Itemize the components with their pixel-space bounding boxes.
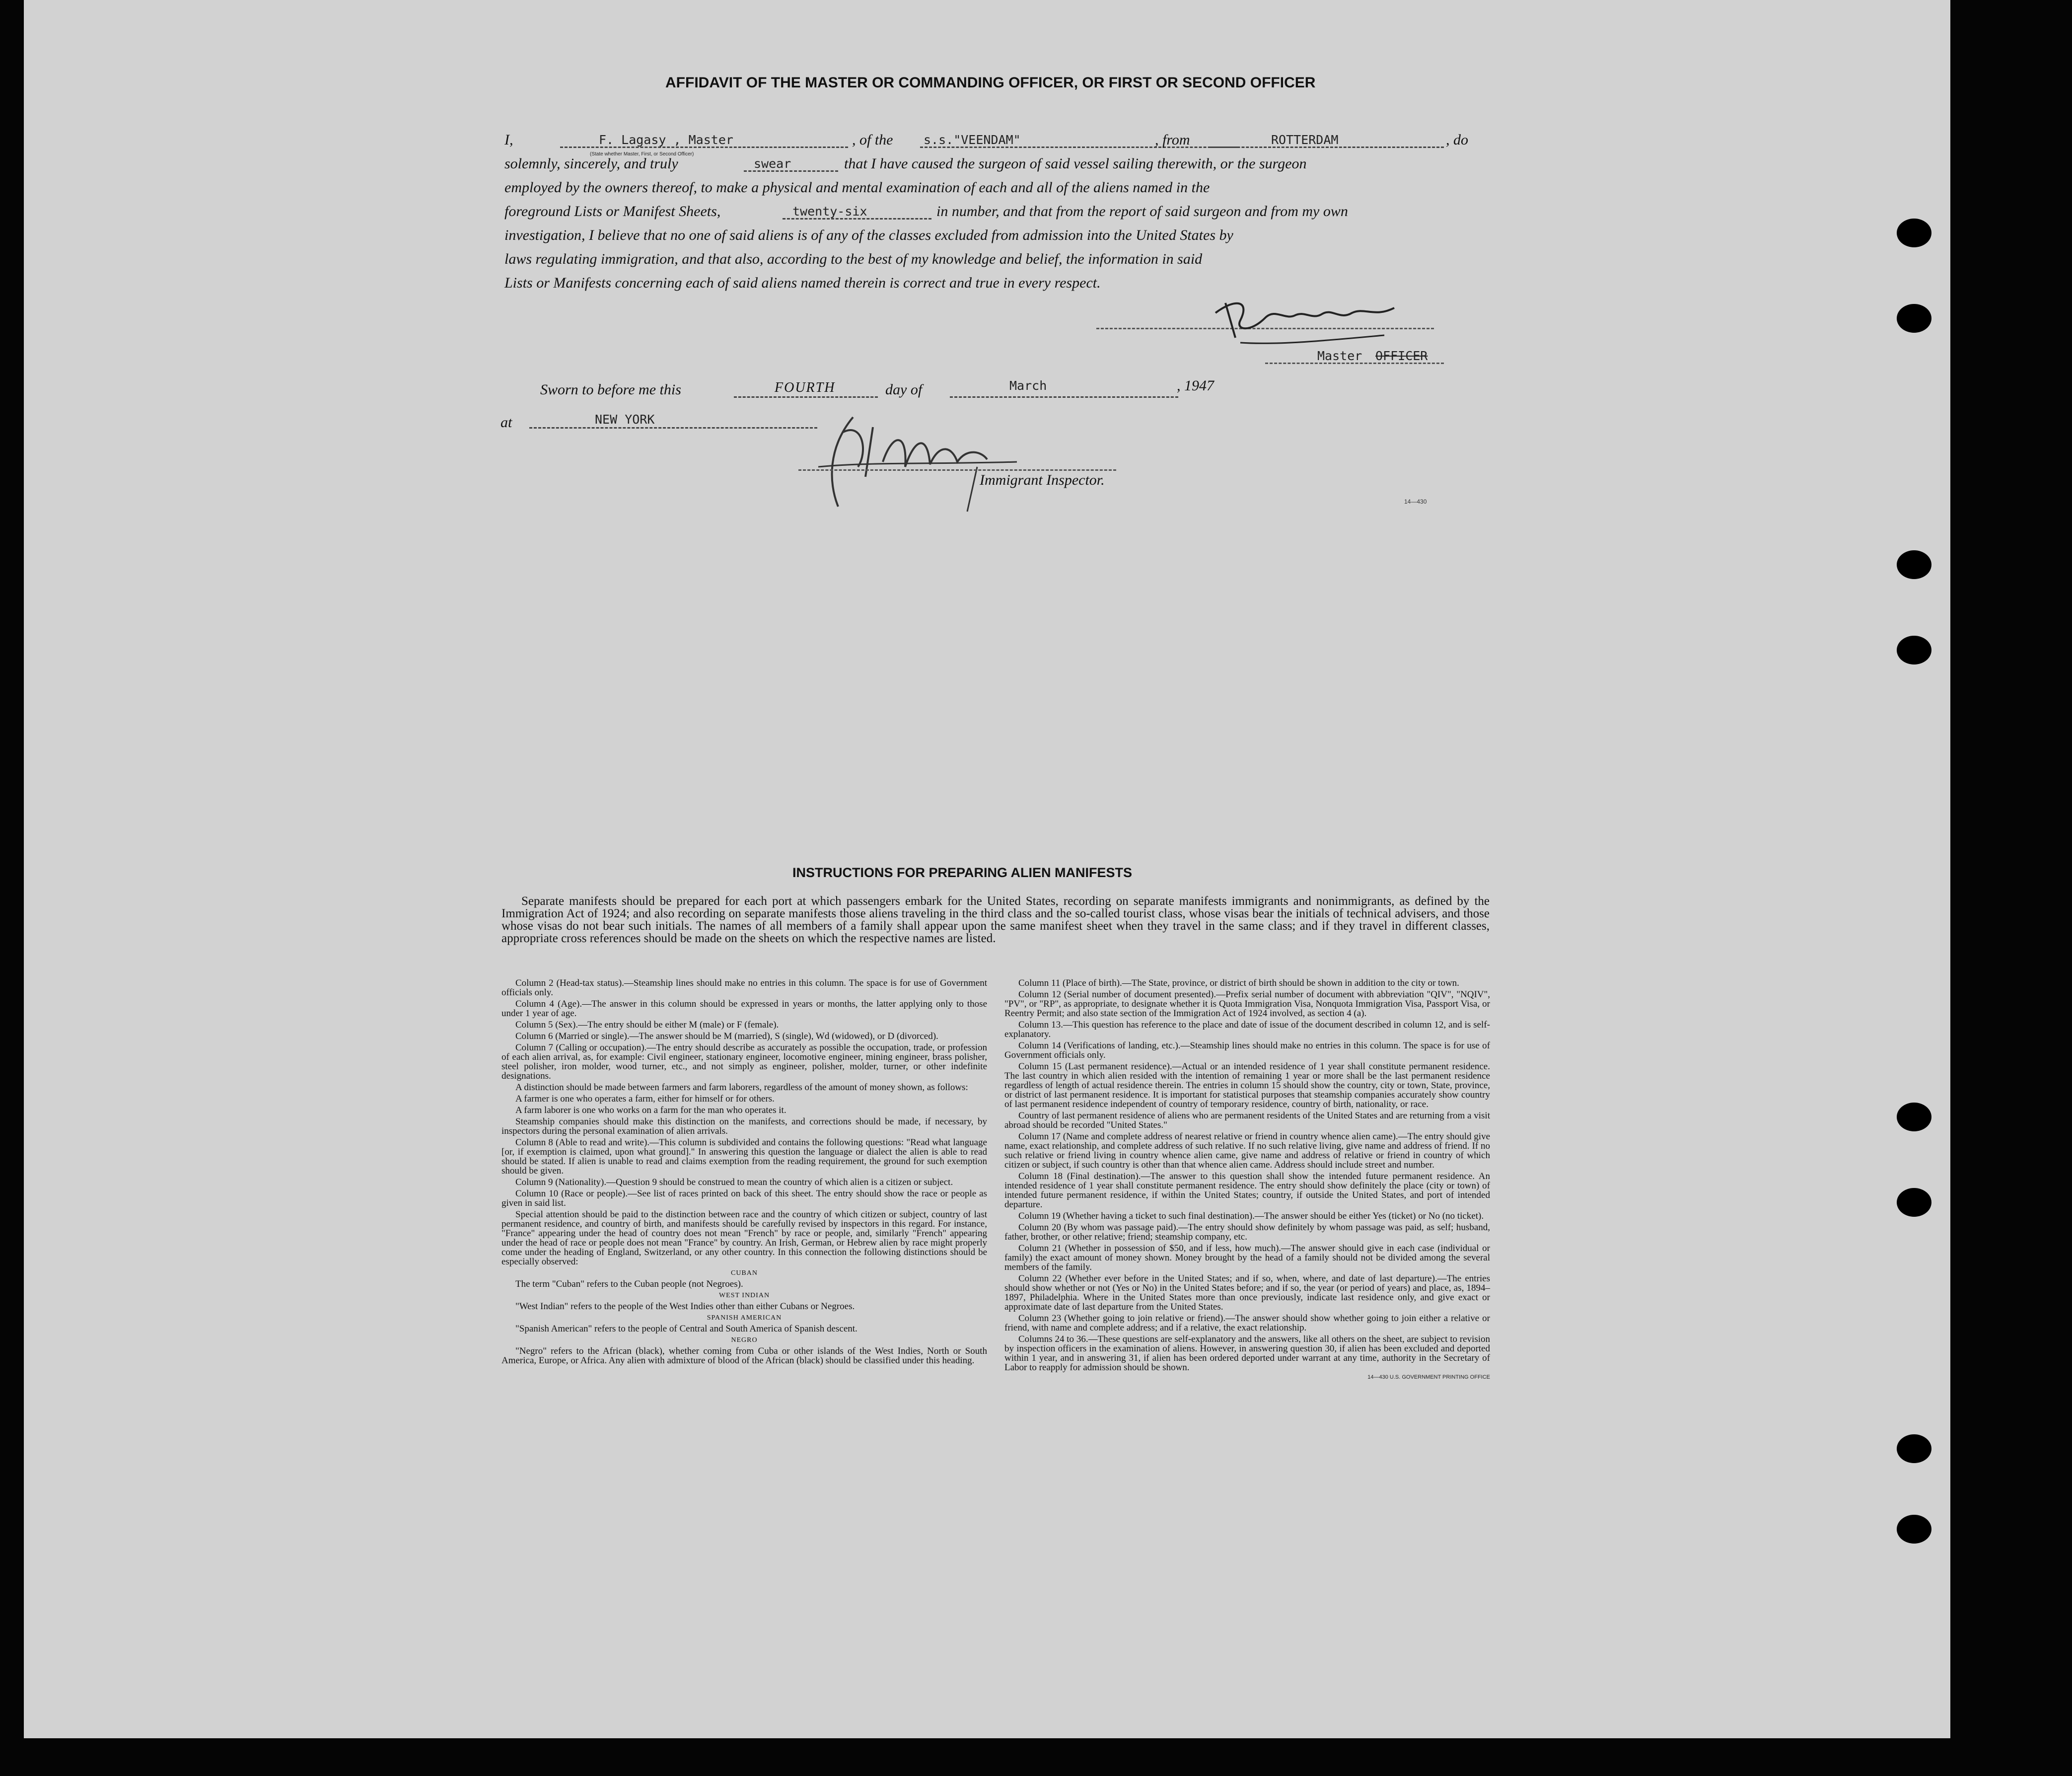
role-hint: (State whether Master, First, or Second Officer) — [590, 151, 694, 157]
instr-spanish-american: "Spanish American" refers to the people of Central and South America of Spanish descent. — [515, 1324, 857, 1334]
instr-col-24-36: Columns 24 to 36.—These questions are self-explanatory and the answers, like all others on the sheet, are subject to revision by inspection officers in the examination of aliens. However, in answering question 30, if alien has been excluded and deported within 1 year, and in answering 31, if alien has been ordered deported under warrant at any time, authority in the Secretary of Labor to reapply for admission should be shown. — [1004, 1334, 1490, 1373]
affidavit-title: AFFIDAVIT OF THE MASTER OR COMMANDING OFFICER, OR FIRST OR SECOND OFFICER — [665, 74, 1316, 91]
binder-hole — [1897, 1515, 1931, 1544]
affidavit-from: , from — [1155, 132, 1190, 148]
instr-col-19: Column 19 (Whether having a ticket to such final destination).—The answer should be either Yes (ticket) or No (no ticket). — [1018, 1211, 1484, 1221]
departure-port: ROTTERDAM — [1271, 133, 1339, 147]
instr-special: Special attention should be paid to the distinction between race and the country of which citizen or subject, country of last permanent residence, and country of birth, and manifests should be carefully revised by inspectors in this regard. For instance, "France" appearing under the head of country does not mean "French" by race or people, and, similarly "French" appearing under the head of race or people does not mean "France" by country. An Irish, German, or Hebrew alien by race might properly come under the heading of England, Switzerland, or any other country. In this connection the following distinctions should be especially observed: — [501, 1209, 987, 1267]
affidavit-of-the: , of the — [852, 132, 893, 148]
binder-hole — [1897, 304, 1931, 333]
affidavit-line-3: employed by the owners thereof, to make a physical and mental examination of each and all of the aliens named in the — [504, 179, 1210, 196]
instr-col-13: Column 13.—This question has reference to the place and date of issue of the document described in column 12, and is self-explanatory. — [1004, 1020, 1490, 1039]
instr-farmer: A farmer is one who operates a farm, either for himself or for others. — [515, 1094, 775, 1104]
affidavit-i: I, — [504, 132, 513, 148]
affidavit-line-4a: foreground Lists or Manifest Sheets, — [504, 203, 721, 220]
instr-cuban: The term "Cuban" refers to the Cuban people (not Negroes). — [515, 1279, 743, 1289]
binder-hole — [1897, 550, 1931, 579]
instructions-right-column — [1004, 978, 1490, 1380]
instr-col-18: Column 18 (Final destination).—The answer to this question shall show the intended future permanent residence. An intended residence of 1 year shall constitute permanent residence. The entry should show definitely the place (city or town) of intended future permanent residence, if within the United States; country, if outside the United States, and port of intended departure. — [1004, 1171, 1490, 1210]
instr-col-5: Column 5 (Sex).—The entry should be either M (male) or F (female). — [515, 1020, 779, 1030]
instr-col-10: Column 10 (Race or people).—See list of races printed on back of this sheet. The entry should show the race or people as given in said list. — [501, 1188, 987, 1208]
binder-hole — [1897, 1434, 1931, 1463]
instr-col-22: Column 22 (Whether ever before in the United States; and if so, when, where, and date of last departure).—The entries should show whether or not (Yes or No) in the United States before; and if so, the year (or period of years) and place, as, 1894–1897, Philadelphia. Where in the United States more than once previously, indicate last residence only, and give exact or approximate date of last departure from the United States. — [1004, 1273, 1490, 1312]
instr-col-9: Column 9 (Nationality).—Question 9 should be construed to mean the country of which alien is a citizen or subject. — [515, 1177, 953, 1187]
binder-hole — [1897, 1188, 1931, 1217]
signature-title-struck: OFFICER — [1375, 349, 1428, 363]
master-signature — [1206, 293, 1414, 353]
inspector-signature — [808, 407, 1047, 517]
binder-hole — [1897, 1103, 1931, 1131]
instr-negro: "Negro" refers to the African (black), whether coming from Cuba or other islands of the West Indies, North or South America, Europe, or Africa. Any alien with admixture of blood of the African (black) should be classified under this heading. — [501, 1346, 987, 1366]
instr-col-6: Column 6 (Married or single).—The answer should be M (married), S (single), Wd (widowed), or D (divorced). — [515, 1031, 938, 1041]
instr-steamship: Steamship companies should make this distinction on the manifests, and corrections should be made, if necessary, by inspectors during the personal examination of alien arrivals. — [501, 1116, 987, 1136]
affidavit-do: , do — [1446, 132, 1468, 148]
affidavit-line-6: laws regulating immigration, and that also, according to the best of my knowledge and belief, the information in said — [504, 251, 1203, 267]
affidavit-line-2a: solemnly, sincerely, and truly — [504, 155, 678, 172]
instr-col-12: Column 12 (Serial number of document presented).—Prefix serial number of document with abbreviation "QIV", "NQIV", "PV", or "RP", as appropriate, to designate whether it is Quota Immigration Visa, Nonquota Immigration Visa, Passport Visa, or Reentry Permit; and also state section of the Immigration Act of 1924 involved, as section 4 (a). — [1004, 989, 1490, 1019]
sub-negro: NEGRO — [731, 1336, 758, 1344]
affidavit-line-2b: that I have caused the surgeon of said vessel sailing therewith, or the surgeon — [844, 155, 1307, 172]
sworn-at: at — [500, 414, 512, 431]
swear-word: swear — [754, 156, 791, 171]
sheet-count: twenty-six — [792, 204, 867, 219]
sworn-year: , 1947 — [1177, 377, 1214, 394]
affidavit-line-4b: in number, and that from the report of said surgeon and from my own — [936, 203, 1348, 220]
binder-hole — [1897, 219, 1931, 247]
instructions-left-column — [501, 978, 987, 1367]
signature-title: Master — [1317, 349, 1362, 363]
instr-col-11: Column 11 (Place of birth).—The State, province, or district of birth should be shown in addition to the city or town. — [1018, 978, 1459, 988]
sub-west-indian: WEST INDIAN — [718, 1292, 770, 1299]
instr-col-17: Column 17 (Name and complete address of nearest relative or friend in country whence alien came).—The entry should give name, exact relationship, and complete address of such relative. If no such relative living, give name and address of friend. If no such relative or friend living in country whence alien came, give name and address of relative or friend in country of which citizen or subject, if such country is other than that whence alien came. Address should include street and number. — [1004, 1131, 1490, 1170]
instr-col-8: Column 8 (Able to read and write).—This column is subdivided and contains the following questions: "Read what language [or, if exemption is claimed, upon what ground]." In answering this question the language or dialect the alien is able to read should be stated. If alien is unable to read and claims exemption from the reading requirement, the ground for such exemption should be given. — [501, 1137, 987, 1176]
instr-col-2: Column 2 (Head-tax status).—Steamship lines should make no entries in this column. The space is for use of Government officials only. — [501, 978, 987, 998]
sworn-month: March — [1009, 378, 1047, 393]
instr-country-last: Country of last permanent residence of aliens who are permanent residents of the United States and are returning from a visit abroad should be recorded "United States." — [1004, 1110, 1490, 1130]
instr-col-4: Column 4 (Age).—The answer in this column should be expressed in years or months, the latter applying only to those under 1 year of age. — [501, 999, 987, 1019]
instr-col-7: Column 7 (Calling or occupation).—The entry should describe as accurately as possible the occupation, trade, or profession of each alien arrival, as, for example: Civil engineer, stationary engineer, locomotive engineer, mining engineer, brass polisher, steel polisher, iron molder, wood turner, etc., and not simply as engineer, polisher, molder, turner, or other indefinite designations. — [501, 1042, 987, 1081]
instr-farm-laborer: A farm laborer is one who works on a farm for the man who operates it. — [515, 1105, 786, 1115]
instr-col-23: Column 23 (Whether going to join relative or friend).—The answer should show whether going to join either a relative or friend, with name and complete address; and if a relative, the exact relationship. — [1004, 1313, 1490, 1333]
instr-col-20: Column 20 (By whom was passage paid).—The entry should show definitely by whom passage was paid, as self; husband, father, brother, or other relative; friend; steamship company, etc. — [1004, 1222, 1490, 1242]
form-number-top: 14—430 — [1404, 498, 1427, 505]
instr-farm-distinction: A distinction should be made between farmers and farm laborers, regardless of the amount of money shown, as follows: — [515, 1082, 968, 1093]
sworn-day: FOURTH — [775, 380, 836, 395]
ship-name: s.s."VEENDAM" — [924, 133, 1021, 147]
affidavit-line-5: investigation, I believe that no one of said aliens is of any of the classes excluded from admission into the United States by — [504, 227, 1233, 243]
sworn-prefix: Sworn to before me this — [540, 381, 681, 398]
sub-spanish-american: SPANISH AMERICAN — [707, 1314, 782, 1322]
instructions-title: INSTRUCTIONS FOR PREPARING ALIEN MANIFESTS — [792, 865, 1133, 880]
instr-col-21: Column 21 (Whether in possession of $50, and if less, how much).—The answer should give in each case (individual or family) the exact amount of money shown. Money brought by the head of a family should not be divided among the several members of the family. — [1004, 1243, 1490, 1272]
instr-west-indian: "West Indian" refers to the people of the West Indies other than either Cubans or Negroes. — [515, 1301, 855, 1312]
inspector-title: Immigrant Inspector. — [980, 472, 1105, 488]
instructions-intro: Separate manifests should be prepared for each port at which passengers embark for the United States, recording on separate manifests immigrants and nonimmigrants, as defined by the Immigration Act of 1924; and also recording on separate manifests those aliens traveling in the third class and the so-called tourist class, whose visas bear the initials of technical advisers, and those whose visas do not bear such initials. The names of all members of a family shall appear upon the same manifest sheet when they travel in the same class; and if they travel in different classes, appropriate cross references should be made on the sheets on which the respective names are listed. — [501, 894, 1490, 945]
affidavit-line-7: Lists or Manifests concerning each of said aliens named therein is correct and true in every respect. — [504, 275, 1101, 291]
sub-cuban: CUBAN — [730, 1269, 758, 1277]
footer-gpo: 14—430 U.S. GOVERNMENT PRINTING OFFICE — [1367, 1374, 1490, 1380]
instr-col-15: Column 15 (Last permanent residence).—Actual or an intended residence of 1 year shall constitute permanent residence. The last country in which alien resided with the intention of remaining 1 year or more shall be the last permanent residence regardless of length of actual residence therein. The entries in column 15 should show the country, city or town, State, province, or district of last permanent residence. It is important for statistical purposes that steamship companies accurately show country of last permanent residence independent of country of temporary residence, country of birth, nationality, or race. — [1004, 1061, 1490, 1110]
master-name: F. Lagasy , Master — [599, 133, 733, 147]
document-page — [24, 0, 1950, 1738]
binder-hole — [1897, 636, 1931, 665]
instr-col-14: Column 14 (Verifications of landing, etc.).—Steamship lines should make no entries in this column. The space is for use of Government officials only. — [1004, 1040, 1490, 1060]
sworn-day-of: day of — [885, 381, 923, 398]
sworn-place: NEW YORK — [595, 412, 655, 427]
